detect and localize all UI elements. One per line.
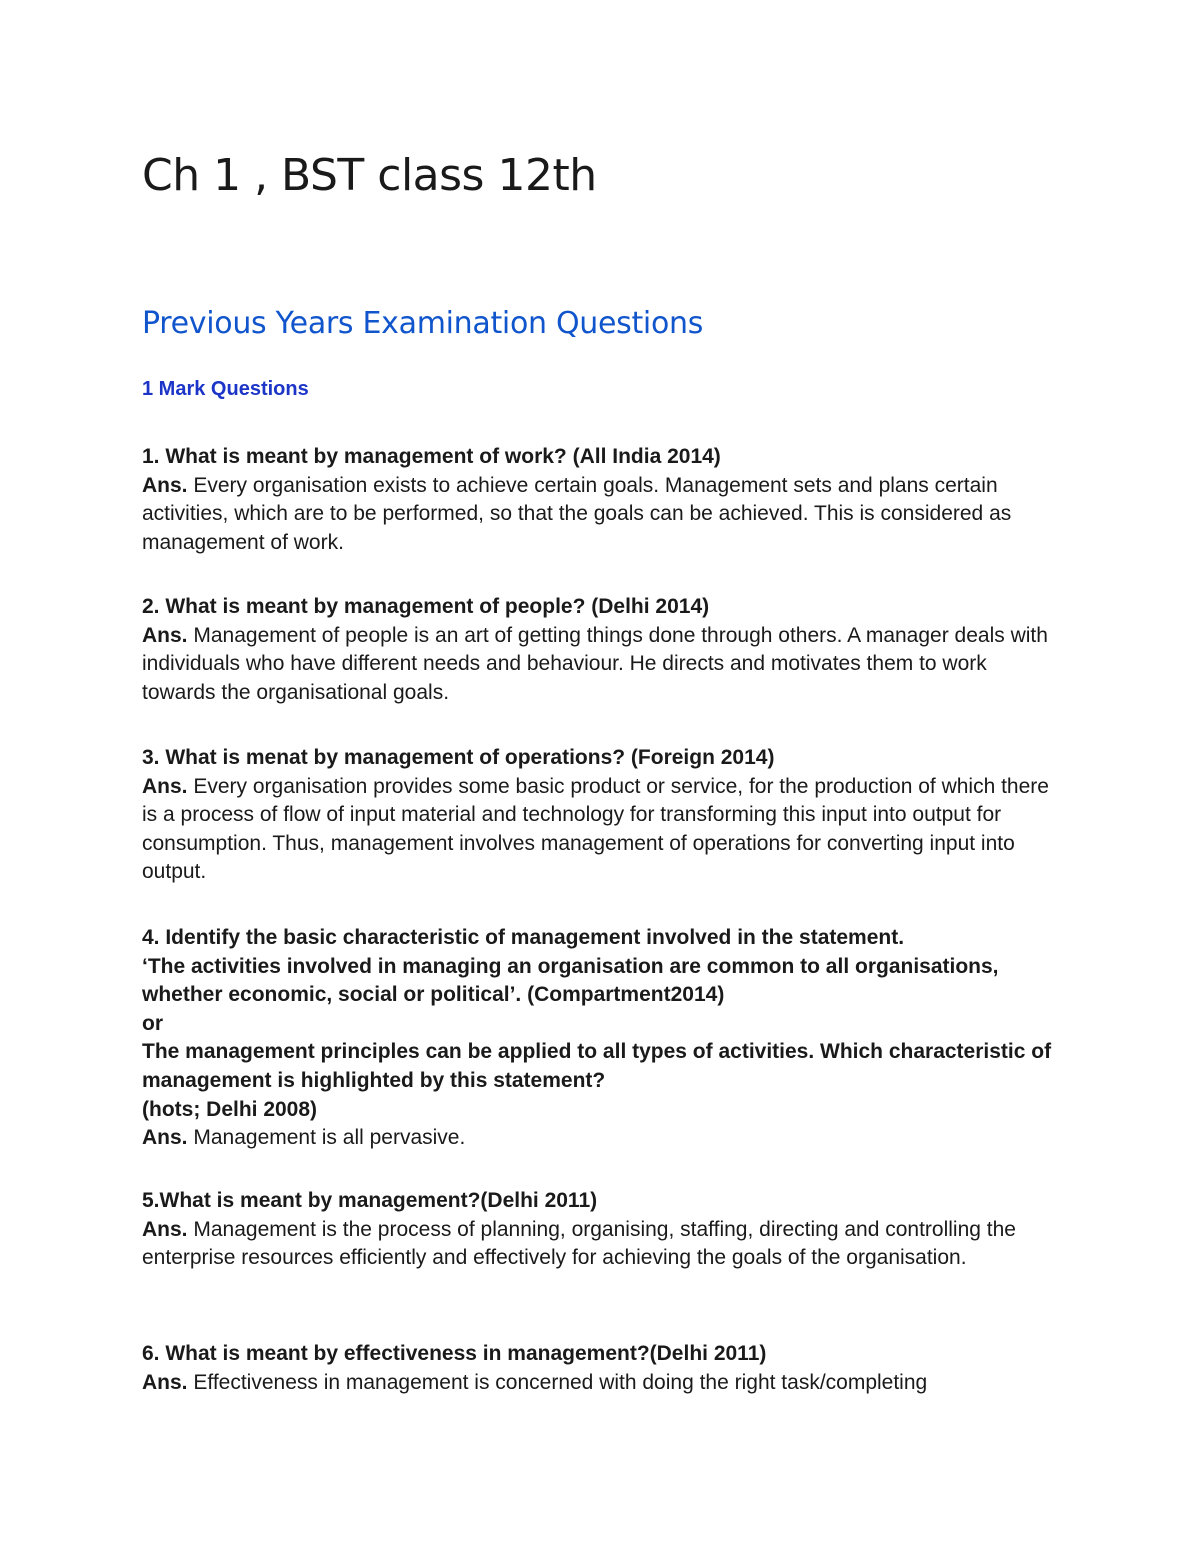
answer-text: Management is all pervasive. [193, 1126, 466, 1150]
qa-item-5 [142, 1187, 1062, 1273]
answer-text: Effectiveness in management is concerned with doing the right task/completing [193, 1370, 928, 1394]
answer-label: Ans. [142, 1217, 188, 1241]
answer-2 [142, 622, 1062, 708]
answer-4 [142, 1124, 1062, 1153]
answer-text: Every organisation provides some basic product or service, for the production of which there is a process of flow of input material and technology for transforming this input into output for consumption. Thus, management involves management of operations for converting input into output. [142, 774, 1049, 884]
question-1: 1. What is meant by management of work? (All India 2014) [142, 445, 721, 468]
question-4-or: or [142, 1011, 163, 1035]
question-5: 5.What is meant by management?(Delhi 2011) [142, 1189, 598, 1212]
answer-text: Every organisation exists to achieve certain goals. Management sets and plans certain activities, which are to be performed, so that the goals can be achieved. This is considered as management of work. [142, 473, 1012, 554]
question-4: 4. Identify the basic characteristic of management involved in the statement. [142, 926, 905, 949]
qa-item-4 [142, 924, 1062, 1153]
section-heading: Previous Years Examination Questions [142, 306, 704, 341]
question-3: 3. What is menat by management of operations? (Foreign 2014) [142, 746, 775, 769]
answer-6 [142, 1369, 1062, 1398]
qa-item-1 [142, 443, 1062, 557]
qa-item-6 [142, 1340, 1062, 1397]
question-4-statement: ‘The activities involved in managing an organisation are common to all organisations, whether economic, social or political’. (Compartment2014) [142, 954, 999, 1007]
answer-3 [142, 773, 1062, 887]
answer-label: Ans. [142, 473, 188, 497]
question-6: 6. What is meant by effectiveness in management?(Delhi 2011) [142, 1342, 767, 1365]
sub-heading: 1 Mark Questions [142, 378, 309, 400]
answer-1 [142, 472, 1062, 558]
question-4-source: (hots; Delhi 2008) [142, 1097, 318, 1121]
answer-label: Ans. [142, 774, 188, 798]
answer-label: Ans. [142, 1370, 188, 1394]
answer-5 [142, 1216, 1062, 1273]
qa-item-2 [142, 593, 1062, 707]
answer-label: Ans. [142, 1126, 188, 1150]
answer-label: Ans. [142, 623, 188, 647]
answer-text: Management is the process of planning, organising, staffing, directing and controlling the enterprise resources efficiently and effectively for achieving the goals of the organisation. [142, 1217, 1016, 1270]
answer-text: Management of people is an art of getting things done through others. A manager deals with individuals who have different needs and behaviour. He directs and motivates them to work towards the organisational goals. [142, 623, 1048, 704]
question-2: 2. What is meant by management of people? (Delhi 2014) [142, 595, 710, 618]
qa-item-3 [142, 744, 1062, 887]
document-title: Ch 1 , BST class 12th [142, 150, 597, 201]
question-4-alternative: The management principles can be applied to all types of activities. Which characteristic of management is highlighted by this statement? [142, 1040, 1052, 1092]
